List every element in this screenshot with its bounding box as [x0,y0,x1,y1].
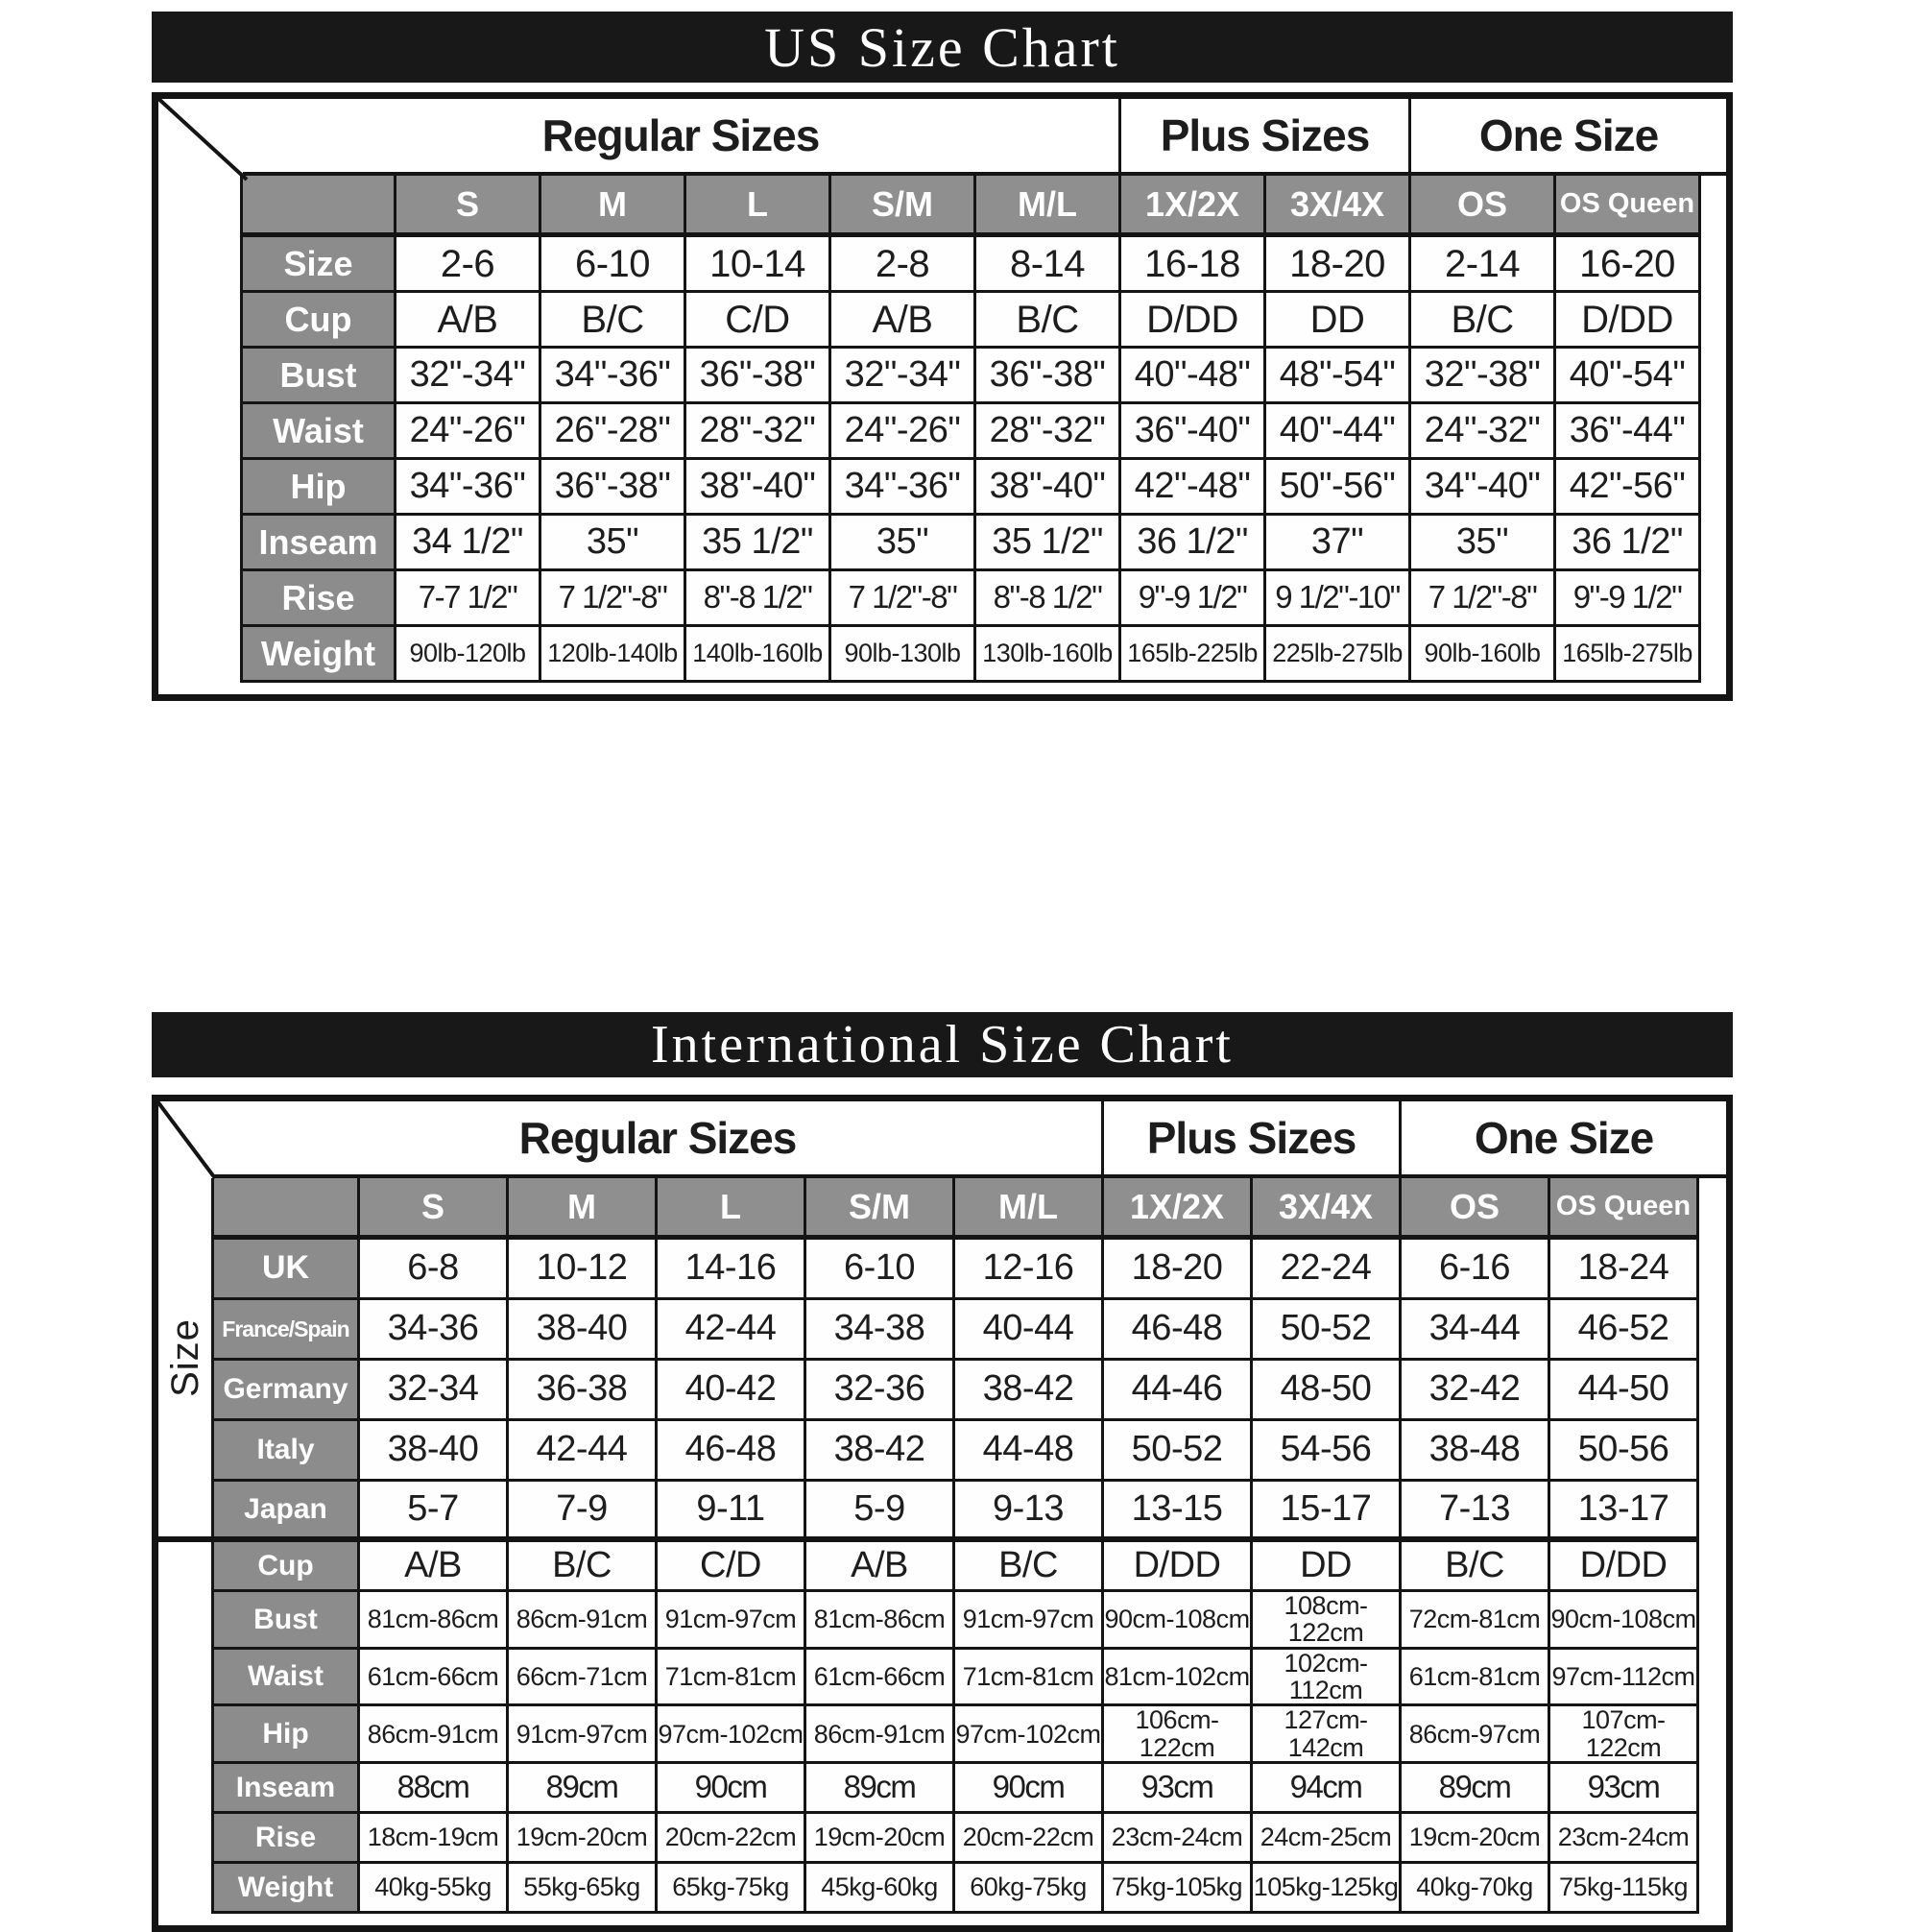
data-cell: 105kg-125kg [1253,1864,1402,1914]
data-cell: 81cm-86cm [806,1592,955,1650]
data-cell: 20cm-22cm [658,1814,806,1864]
size-header-cell: S [360,1178,509,1240]
data-cell: 54-56 [1253,1421,1402,1482]
data-cell: 8"-8 1/2" [686,571,831,627]
size-header-cell: S/M [831,176,976,237]
row-label-cell: France/Spain [214,1300,360,1361]
data-cell: 44-48 [955,1421,1104,1482]
data-cell: 23cm-24cm [1550,1814,1699,1864]
data-cell: 40"-48" [1121,349,1266,404]
data-cell: 42"-56" [1556,460,1701,516]
row-label-cell: Size [243,237,396,293]
data-cell: 42-44 [509,1421,658,1482]
data-cell: 61cm-81cm [1402,1650,1550,1707]
data-cell: 9 1/2"-10" [1266,571,1411,627]
row-label-cell: Weight [214,1864,360,1914]
data-cell: 50"-56" [1266,460,1411,516]
data-cell: 28"-32" [686,404,831,460]
data-cell: 2-8 [831,237,976,293]
data-cell: 81cm-102cm [1104,1650,1253,1707]
data-cell: 91cm-97cm [955,1592,1104,1650]
data-cell: 22-24 [1253,1240,1402,1300]
size-header-cell: OS [1402,1178,1550,1240]
right-gutter [1701,176,1726,683]
data-cell: 90lb-160lb [1411,627,1556,683]
data-cell: 61cm-66cm [806,1650,955,1707]
data-cell: 34 1/2" [396,516,541,571]
row-label-cell: Japan [214,1482,360,1542]
data-cell: 93cm [1550,1764,1699,1814]
row-label-cell: Germany [214,1361,360,1421]
data-cell: 18-24 [1550,1240,1699,1300]
us-chart-title: US Size Chart [152,12,1733,83]
data-cell: 6-10 [806,1240,955,1300]
row-label-cell: Inseam [243,516,396,571]
data-cell: A/B [360,1542,509,1592]
data-cell: 32-36 [806,1361,955,1421]
row-label-cell: Waist [214,1650,360,1707]
data-cell: 42-44 [658,1300,806,1361]
data-cell: 89cm [509,1764,658,1814]
data-cell: 40kg-55kg [360,1864,509,1914]
data-cell: 34"-40" [1411,460,1556,516]
size-header-cell: M/L [976,176,1121,237]
data-cell: 71cm-81cm [658,1650,806,1707]
data-cell: 35" [1411,516,1556,571]
data-cell: 7-9 [509,1482,658,1542]
data-cell: 90cm [658,1764,806,1814]
international-chart-title: International Size Chart [152,1012,1733,1077]
data-cell: 106cm-122cm [1104,1706,1253,1764]
left-gutter [158,176,243,683]
data-cell: 102cm-112cm [1253,1650,1402,1707]
data-cell: 2-14 [1411,237,1556,293]
data-cell: 18-20 [1104,1240,1253,1300]
data-cell: 26"-28" [541,404,686,460]
data-cell: 50-52 [1104,1421,1253,1482]
data-cell: 38-40 [360,1421,509,1482]
data-cell: 35" [831,516,976,571]
data-cell: 165lb-275lb [1556,627,1701,683]
data-cell: 5-9 [806,1482,955,1542]
data-cell: 18cm-19cm [360,1814,509,1864]
data-cell: 32-34 [360,1361,509,1421]
size-header-cell: 3X/4X [1253,1178,1402,1240]
data-cell: 10-12 [509,1240,658,1300]
data-cell: 38"-40" [976,460,1121,516]
data-cell: 9"-9 1/2" [1556,571,1701,627]
data-cell: 9"-9 1/2" [1121,571,1266,627]
data-cell: 36-38 [509,1361,658,1421]
data-cell: 90lb-120lb [396,627,541,683]
data-cell: 36 1/2" [1556,516,1701,571]
data-cell: 2-6 [396,237,541,293]
data-cell: 23cm-24cm [1104,1814,1253,1864]
data-cell: 48"-54" [1266,349,1411,404]
data-cell: 60kg-75kg [955,1864,1104,1914]
data-cell: 7-13 [1402,1482,1550,1542]
size-header-cell: 1X/2X [1104,1178,1253,1240]
data-cell: C/D [658,1542,806,1592]
data-cell: 36"-40" [1121,404,1266,460]
data-cell: 86cm-97cm [1402,1706,1550,1764]
data-cell: 90lb-130lb [831,627,976,683]
data-cell: 13-15 [1104,1482,1253,1542]
data-cell: 36"-38" [976,349,1121,404]
group-header-cell: One Size [1411,99,1726,176]
data-cell: 9-11 [658,1482,806,1542]
data-cell: 7-7 1/2" [396,571,541,627]
data-cell: 24"-32" [1411,404,1556,460]
data-cell: 75kg-115kg [1550,1864,1699,1914]
data-cell: 40"-44" [1266,404,1411,460]
data-cell: 50-56 [1550,1421,1699,1482]
data-cell: 127cm-142cm [1253,1706,1402,1764]
data-cell: 38-40 [509,1300,658,1361]
data-cell: 8"-8 1/2" [976,571,1121,627]
data-cell: 38-42 [955,1361,1104,1421]
data-cell: DD [1253,1542,1402,1592]
data-cell: 32"-38" [1411,349,1556,404]
size-header-cell: OS Queen [1550,1178,1699,1240]
data-cell: 15-17 [1253,1482,1402,1542]
data-cell: 40"-54" [1556,349,1701,404]
data-cell: 34"-36" [541,349,686,404]
row-label-cell: Bust [243,349,396,404]
data-cell: 107cm-122cm [1550,1706,1699,1764]
data-cell: 7 1/2"-8" [831,571,976,627]
data-cell: D/DD [1121,293,1266,349]
data-cell: 7 1/2"-8" [1411,571,1556,627]
data-cell: 24"-26" [396,404,541,460]
data-cell: 35" [541,516,686,571]
data-cell: 40kg-70kg [1402,1864,1550,1914]
size-header-cell: M/L [955,1178,1104,1240]
data-cell: 89cm [806,1764,955,1814]
row-label-cell: Bust [214,1592,360,1650]
data-cell: 18-20 [1266,237,1411,293]
row-label-cell: Rise [243,571,396,627]
data-cell: 120lb-140lb [541,627,686,683]
data-cell: 19cm-20cm [509,1814,658,1864]
data-cell: 9-13 [955,1482,1104,1542]
data-cell: B/C [509,1542,658,1592]
data-cell: A/B [806,1542,955,1592]
data-cell: 46-52 [1550,1300,1699,1361]
data-cell: 19cm-20cm [806,1814,955,1864]
data-cell: 32"-34" [831,349,976,404]
vertical-size-label: Size [163,1317,206,1397]
data-cell: B/C [955,1542,1104,1592]
left-gutter-size-label [158,1178,214,1542]
data-cell: DD [1266,293,1411,349]
data-cell: 38-48 [1402,1421,1550,1482]
data-cell: B/C [541,293,686,349]
data-cell: 88cm [360,1764,509,1814]
data-cell: 16-20 [1556,237,1701,293]
data-cell: 165lb-225lb [1121,627,1266,683]
data-cell: 8-14 [976,237,1121,293]
row-label-cell: Waist [243,404,396,460]
data-cell: 28"-32" [976,404,1121,460]
row-label-cell: Rise [214,1814,360,1864]
data-cell: 6-8 [360,1240,509,1300]
data-cell: 37" [1266,516,1411,571]
row-label-cell: Hip [243,460,396,516]
bottom-gutter [158,1914,1726,1925]
data-cell: 32"-34" [396,349,541,404]
data-cell: 86cm-91cm [509,1592,658,1650]
row-label-cell: Hip [214,1706,360,1764]
data-cell: 97cm-112cm [1550,1650,1699,1707]
data-cell: 6-16 [1402,1240,1550,1300]
data-cell: 50-52 [1253,1300,1402,1361]
data-cell: 34-36 [360,1300,509,1361]
data-cell: 55kg-65kg [509,1864,658,1914]
data-cell: 5-7 [360,1482,509,1542]
data-cell: 34"-36" [831,460,976,516]
data-cell: 48-50 [1253,1361,1402,1421]
row-label-cell: Weight [243,627,396,683]
corner-cell [158,1101,214,1178]
data-cell: 108cm-122cm [1253,1592,1402,1650]
data-cell: 34-38 [806,1300,955,1361]
data-cell: 46-48 [658,1421,806,1482]
us-size-table [152,92,1733,701]
row-label-cell: UK [214,1240,360,1300]
size-header-cell: S/M [806,1178,955,1240]
data-cell: 36"-38" [541,460,686,516]
data-cell: A/B [396,293,541,349]
size-header-cell: L [658,1178,806,1240]
data-cell: 35 1/2" [976,516,1121,571]
group-header-cell: Regular Sizes [243,99,1121,176]
data-cell: 36"-38" [686,349,831,404]
data-cell: 225lb-275lb [1266,627,1411,683]
data-cell: C/D [686,293,831,349]
data-cell: 66cm-71cm [509,1650,658,1707]
bottom-gutter [158,683,1726,694]
row-label-cell: Cup [214,1542,360,1592]
data-cell: 40-44 [955,1300,1104,1361]
data-cell: 44-46 [1104,1361,1253,1421]
data-cell: 19cm-20cm [1402,1814,1550,1864]
row-label-cell: Cup [243,293,396,349]
international-size-table-body [158,1101,1726,1925]
data-cell: 91cm-97cm [509,1706,658,1764]
size-header-cell: M [541,176,686,237]
size-header-cell: OS Queen [1556,176,1701,237]
row-label-cell: Italy [214,1421,360,1482]
data-cell: 61cm-66cm [360,1650,509,1707]
data-cell: 14-16 [658,1240,806,1300]
data-cell: B/C [976,293,1121,349]
data-cell: D/DD [1104,1542,1253,1592]
data-cell: 86cm-91cm [806,1706,955,1764]
data-cell: 140lb-160lb [686,627,831,683]
data-cell: 40-42 [658,1361,806,1421]
size-header-cell: OS [1411,176,1556,237]
data-cell: 7 1/2"-8" [541,571,686,627]
data-cell: 86cm-91cm [360,1706,509,1764]
left-gutter-lower [158,1542,214,1914]
size-header-blank-cell [214,1178,360,1240]
data-cell: 94cm [1253,1764,1402,1814]
data-cell: 32-42 [1402,1361,1550,1421]
data-cell: 72cm-81cm [1402,1592,1550,1650]
data-cell: 81cm-86cm [360,1592,509,1650]
data-cell: 38"-40" [686,460,831,516]
size-header-cell: 3X/4X [1266,176,1411,237]
data-cell: B/C [1411,293,1556,349]
right-gutter [1699,1178,1726,1914]
data-cell: 65kg-75kg [658,1864,806,1914]
size-header-blank-cell [243,176,396,237]
group-header-cell: One Size [1402,1101,1726,1178]
data-cell: 24cm-25cm [1253,1814,1402,1864]
data-cell: D/DD [1556,293,1701,349]
row-label-cell: Inseam [214,1764,360,1814]
data-cell: 36 1/2" [1121,516,1266,571]
data-cell: 34"-36" [396,460,541,516]
data-cell: 90cm-108cm [1550,1592,1699,1650]
size-header-cell: S [396,176,541,237]
data-cell: 12-16 [955,1240,1104,1300]
data-cell: 90cm-108cm [1104,1592,1253,1650]
data-cell: 46-48 [1104,1300,1253,1361]
corner-cell [158,99,243,176]
data-cell: 97cm-102cm [955,1706,1104,1764]
data-cell: 91cm-97cm [658,1592,806,1650]
data-cell: 20cm-22cm [955,1814,1104,1864]
international-size-table [152,1095,1733,1932]
data-cell: 10-14 [686,237,831,293]
data-cell: 24"-26" [831,404,976,460]
data-cell: 34-44 [1402,1300,1550,1361]
data-cell: 38-42 [806,1421,955,1482]
size-header-cell: M [509,1178,658,1240]
data-cell: 93cm [1104,1764,1253,1814]
data-cell: B/C [1402,1542,1550,1592]
data-cell: 6-10 [541,237,686,293]
data-cell: 35 1/2" [686,516,831,571]
data-cell: 71cm-81cm [955,1650,1104,1707]
data-cell: 42"-48" [1121,460,1266,516]
size-header-cell: 1X/2X [1121,176,1266,237]
group-header-cell: Regular Sizes [214,1101,1104,1178]
us-size-table-body [158,99,1726,694]
data-cell: 36"-44" [1556,404,1701,460]
group-header-cell: Plus Sizes [1121,99,1411,176]
data-cell: 89cm [1402,1764,1550,1814]
data-cell: D/DD [1550,1542,1699,1592]
data-cell: 44-50 [1550,1361,1699,1421]
data-cell: 16-18 [1121,237,1266,293]
data-cell: 90cm [955,1764,1104,1814]
data-cell: A/B [831,293,976,349]
data-cell: 75kg-105kg [1104,1864,1253,1914]
group-header-cell: Plus Sizes [1104,1101,1402,1178]
data-cell: 130lb-160lb [976,627,1121,683]
data-cell: 45kg-60kg [806,1864,955,1914]
size-header-cell: L [686,176,831,237]
data-cell: 13-17 [1550,1482,1699,1542]
data-cell: 97cm-102cm [658,1706,806,1764]
